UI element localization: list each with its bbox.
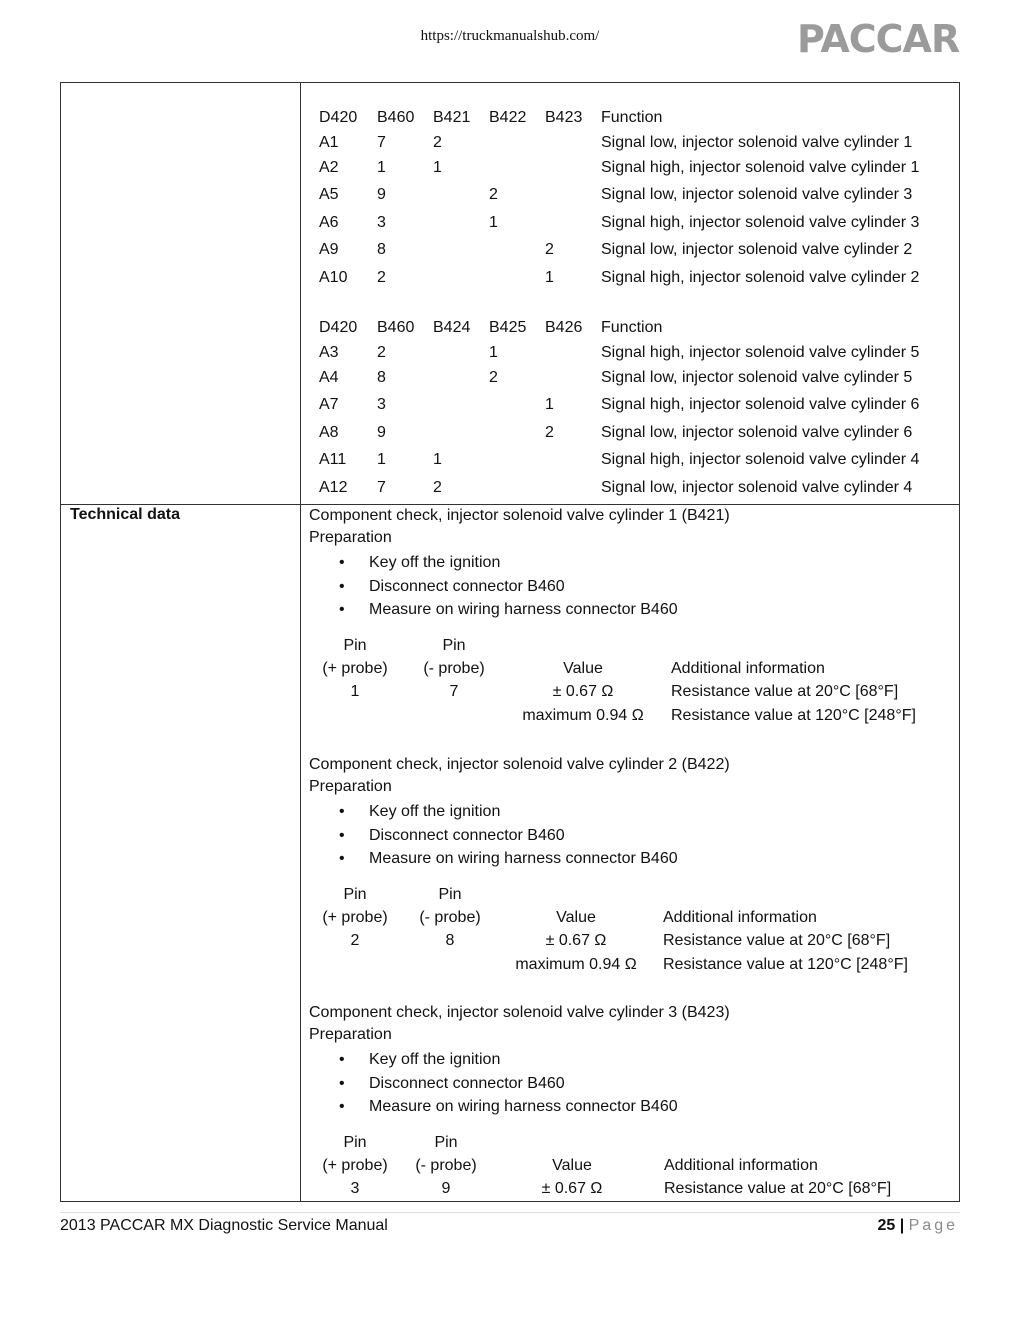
step-item: • Disconnect connector B460	[309, 575, 678, 599]
paccar-logo: PACCAR	[797, 17, 960, 61]
table-cell: Signal high, injector solenoid valve cylinder 3	[601, 214, 920, 231]
table-cell: A3	[319, 344, 339, 361]
check-title: Component check, injector solenoid valve cylinder 3 (B423)	[309, 1004, 730, 1021]
table-cell: A9	[319, 241, 339, 258]
table-cell: 1	[433, 451, 442, 468]
header-url: https://truckmanualshub.com/	[420, 28, 600, 44]
page-word: Page	[908, 1217, 958, 1234]
additional-info: Resistance value at 120°C [248°F]	[663, 956, 908, 973]
resistance-value: ± 0.67 Ω	[541, 1180, 603, 1197]
table-cell: A4	[319, 369, 339, 386]
preparation-label: Preparation	[309, 529, 392, 546]
preparation-steps	[309, 551, 678, 622]
step-item: • Key off the ignition	[309, 551, 678, 575]
table-header-cell: Function	[601, 319, 663, 336]
table-header-cell: Function	[601, 109, 663, 126]
column-header-plus-probe: (+ probe)	[322, 660, 388, 677]
pin-plus-value: 2	[350, 932, 360, 949]
row-divider	[61, 504, 959, 505]
column-header-minus-probe: (- probe)	[419, 909, 481, 926]
column-header-minus-probe: (- probe)	[423, 660, 485, 677]
table-cell: A1	[319, 134, 339, 151]
table-cell: A12	[319, 479, 348, 496]
additional-info: Resistance value at 120°C [248°F]	[671, 707, 916, 724]
table-cell: A2	[319, 159, 339, 176]
table-cell: Signal low, injector solenoid valve cylinder 4	[601, 479, 913, 496]
table-header-cell: D420	[319, 319, 358, 336]
table-cell: 7	[377, 134, 386, 151]
table-cell: A6	[319, 214, 339, 231]
column-header-minus-probe: (- probe)	[415, 1157, 477, 1174]
technical-data-label: Technical data	[70, 506, 180, 523]
footer-rule	[60, 1212, 960, 1213]
table-cell: A11	[319, 451, 347, 468]
table-cell: Signal low, injector solenoid valve cylinder 5	[601, 369, 913, 386]
table-cell: Signal low, injector solenoid valve cylinder 2	[601, 241, 913, 258]
pin-minus-value: 7	[449, 683, 459, 700]
additional-info: Resistance value at 20°C [68°F]	[663, 932, 891, 949]
page-separator: |	[899, 1217, 905, 1234]
step-item: • Measure on wiring harness connector B460	[309, 598, 678, 622]
check-title: Component check, injector solenoid valve cylinder 2 (B422)	[309, 756, 730, 773]
pin-minus-value: 8	[445, 932, 455, 949]
table-cell: Signal low, injector solenoid valve cylinder 6	[601, 424, 913, 441]
table-cell: 9	[377, 424, 386, 441]
pin-plus-value: 1	[350, 683, 360, 700]
column-header-pin: Pin	[438, 886, 462, 903]
table-cell: 2	[545, 241, 554, 258]
table-cell: Signal high, injector solenoid valve cylinder 5	[601, 344, 920, 361]
step-item: • Disconnect connector B460	[309, 824, 678, 848]
table-cell: 7	[377, 479, 386, 496]
pin-plus-value: 3	[350, 1180, 360, 1197]
table-cell: 9	[377, 186, 386, 203]
table-cell: 2	[377, 344, 386, 361]
table-cell: Signal high, injector solenoid valve cylinder 2	[601, 269, 920, 286]
table-cell: 8	[377, 241, 386, 258]
step-item: • Measure on wiring harness connector B460	[309, 1095, 678, 1119]
resistance-value: maximum 0.94 Ω	[522, 707, 644, 724]
table-header-cell: B424	[433, 319, 471, 336]
resistance-value: ± 0.67 Ω	[545, 932, 607, 949]
column-header-plus-probe: (+ probe)	[322, 1157, 388, 1174]
table-cell: 2	[377, 269, 386, 286]
table-cell: 1	[545, 396, 554, 413]
table-cell: A10	[319, 269, 348, 286]
table-cell: 1	[433, 159, 442, 176]
table-cell: 2	[433, 134, 442, 151]
step-item: • Disconnect connector B460	[309, 1072, 678, 1096]
table-cell: 3	[377, 214, 386, 231]
footer-title: 2013 PACCAR MX Diagnostic Service Manual	[60, 1217, 388, 1234]
preparation-steps	[309, 800, 678, 871]
column-header-pin: Pin	[343, 1134, 367, 1151]
table-header-cell: B423	[545, 109, 583, 126]
step-item: • Key off the ignition	[309, 1048, 678, 1072]
additional-info: Resistance value at 20°C [68°F]	[664, 1180, 892, 1197]
column-header-pin: Pin	[434, 1134, 458, 1151]
preparation-steps	[309, 1048, 678, 1119]
check-title: Component check, injector solenoid valve cylinder 1 (B421)	[309, 507, 730, 524]
column-header-value: Value	[556, 909, 596, 926]
table-header-cell: B425	[489, 319, 527, 336]
table-header-cell: D420	[319, 109, 358, 126]
table-header-cell: B460	[377, 319, 415, 336]
table-header-cell: B460	[377, 109, 415, 126]
table-cell: Signal high, injector solenoid valve cylinder 4	[601, 451, 920, 468]
table-cell: 1	[377, 451, 386, 468]
resistance-value: maximum 0.94 Ω	[515, 956, 637, 973]
table-cell: A5	[319, 186, 339, 203]
column-header-info: Additional information	[663, 909, 817, 926]
table-cell: 2	[433, 479, 442, 496]
step-item: • Measure on wiring harness connector B460	[309, 847, 678, 871]
table-cell: Signal low, injector solenoid valve cylinder 1	[601, 134, 913, 151]
column-header-pin: Pin	[343, 637, 367, 654]
table-cell: 1	[489, 214, 498, 231]
column-header-info: Additional information	[671, 660, 825, 677]
table-cell: 3	[377, 396, 386, 413]
table-cell: A8	[319, 424, 339, 441]
column-divider	[300, 83, 301, 1201]
resistance-value: ± 0.67 Ω	[552, 683, 614, 700]
table-header-cell: B422	[489, 109, 527, 126]
table-cell: Signal high, injector solenoid valve cylinder 1	[601, 159, 920, 176]
table-cell: 2	[489, 369, 498, 386]
table-cell: Signal low, injector solenoid valve cylinder 3	[601, 186, 913, 203]
pin-minus-value: 9	[441, 1180, 451, 1197]
table-cell: 2	[545, 424, 554, 441]
table-cell: Signal high, injector solenoid valve cylinder 6	[601, 396, 920, 413]
table-header-cell: B426	[545, 319, 583, 336]
table-cell: 1	[377, 159, 386, 176]
preparation-label: Preparation	[309, 1026, 392, 1043]
page-number-value: 25	[877, 1217, 896, 1234]
table-cell: 1	[545, 269, 554, 286]
column-header-value: Value	[563, 660, 603, 677]
additional-info: Resistance value at 20°C [68°F]	[671, 683, 899, 700]
column-header-info: Additional information	[664, 1157, 818, 1174]
column-header-pin: Pin	[442, 637, 466, 654]
table-cell: 2	[489, 186, 498, 203]
column-header-plus-probe: (+ probe)	[322, 909, 388, 926]
table-cell: 1	[489, 344, 498, 361]
column-header-pin: Pin	[343, 886, 367, 903]
column-header-value: Value	[552, 1157, 592, 1174]
step-item: • Key off the ignition	[309, 800, 678, 824]
preparation-label: Preparation	[309, 778, 392, 795]
table-cell: A7	[319, 396, 339, 413]
content-table	[60, 82, 960, 1202]
table-header-cell: B421	[433, 109, 471, 126]
page-number	[877, 1217, 958, 1235]
table-cell: 8	[377, 369, 386, 386]
